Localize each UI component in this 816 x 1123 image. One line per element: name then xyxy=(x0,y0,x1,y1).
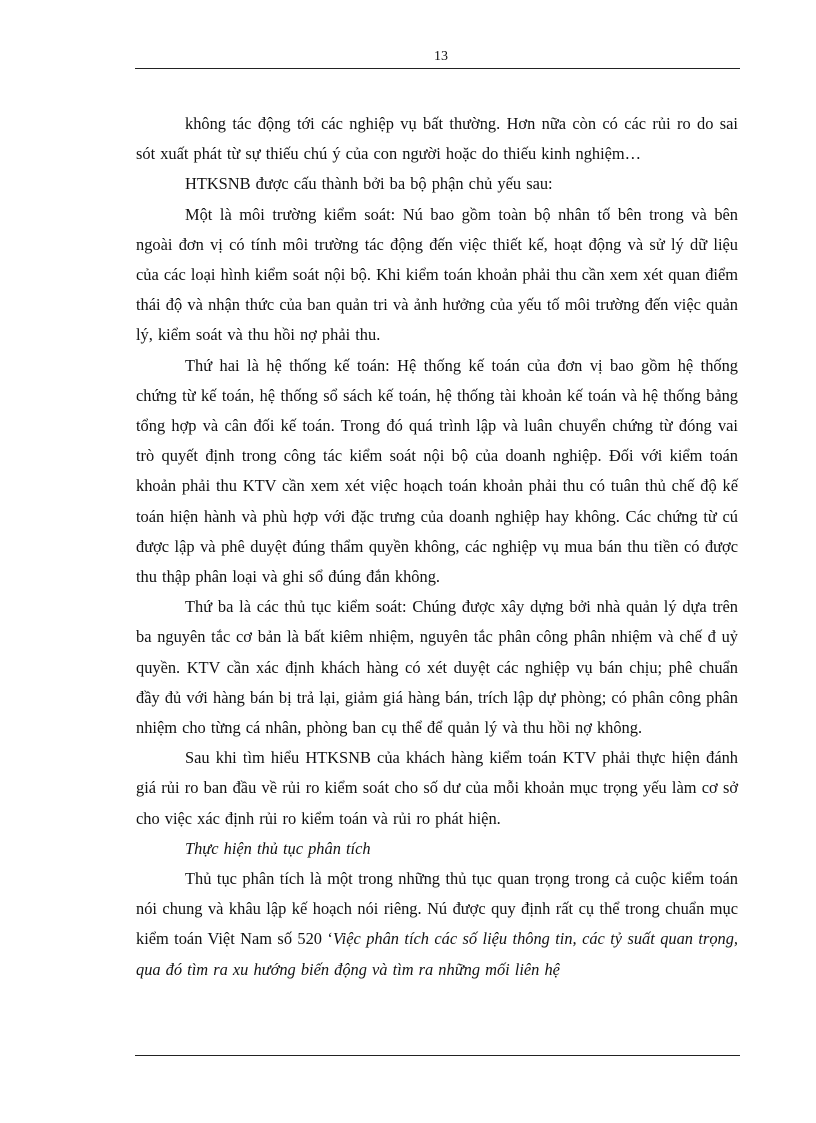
paragraph-analytical-text: Thủ tục phân tích là một trong những thủ tục quan trọng trong cả cuộc kiểm toán nói chung và khâu lập kế hoạch nói riêng. Nú được quy định rất cụ thể trong chuẩn mục kiểm toán Việt Nam số 520 ‘ xyxy=(136,869,738,949)
paragraph-control-environment: Một là môi trường kiểm soát: Nú bao gồm toàn bộ nhân tố bên trong và bên ngoài đơn vị có tính môi trường tác động đến việc thiết kế, hoạt động và sử lý dữ liệu của các loại hình kiểm soát nội bộ. Khi kiểm toán khoản phải thu cần xem xét quan điểm thái độ và nhận thức của ban quản tri và ảnh hưởng của yếu tố môi trường đến việc quản lý, kiểm soát và thu hồi nợ phải thu. xyxy=(136,204,738,345)
paragraph-analytical-procedures xyxy=(136,864,738,985)
paragraph-continuation: không tác động tới các nghiệp vụ bất thường. Hơn nữa còn có các rủi ro do sai sót xuất phát từ sự thiếu chú ý của con người hoặc do thiếu kinh nghiệm… xyxy=(136,114,738,164)
paragraph-analytical-quote: Việc phân tích các số liệu thông tin, các tỷ suất quan trọng, qua đó tìm ra xu hướng biến động và tìm ra những mối liên hệ xyxy=(136,929,739,979)
paragraph-control-procedures: Thứ ba là các thủ tục kiểm soát: Chúng được xây dựng bởi nhà quản lý dựa trên ba nguyên tắc cơ bản là bất kiêm nhiệm, nguyên tắc phân công phân nhiệm và chế đ uỷ quyền. KTV cần xác định khách hàng có xét duyệt các nghiệp vụ bán chịu; phê chuẩn đầy đủ với hàng bán bị trả lại, giảm giá hàng bán, trích lập dự phòng; có phân công phân nhiệm cho từng cá nhân, phòng ban cụ thể để quản lý và thu hồi nợ không. xyxy=(136,597,738,738)
page-number: 13 xyxy=(434,49,448,64)
footer-rule xyxy=(135,1055,740,1056)
section-heading-analytical-procedures: Thực hiện thủ tục phân tích xyxy=(185,838,371,858)
document-body xyxy=(136,109,738,985)
paragraph-accounting-system: Thứ hai là hệ thống kế toán: Hệ thống kế toán của đơn vị bao gồm hệ thống chứng từ kế toán, hệ thống sổ sách kế toán, hệ thống tài khoản kế toán và hệ thống bảng tổng hợp và cân đối kế toán. Trong đó quá trình lập và luân chuyển chứng từ đóng vai trò quyết định trong công tác kiểm soát nội bộ của doanh nghiệp. Đối với kiểm toán khoản phải thu KTV cần xem xét việc hoạch toán khoản phải thu có tuân thủ chế độ kế toán hiện hành và phù hợp với đặc trưng của doanh nghiệp hay không. Các chứng từ cú được lập và phê duyệt đúng thẩm quyền không, các nghiệp vụ mua bán thu tiền có được thu thập phân loại và ghi sổ đúng đắn không. xyxy=(136,355,738,587)
paragraph-htksnb-intro: HTKSNB được cấu thành bởi ba bộ phận chủ yếu sau: xyxy=(185,174,553,194)
header-rule xyxy=(135,68,740,69)
paragraph-risk-assessment: Sau khi tìm hiểu HTKSNB của khách hàng kiểm toán KTV phải thực hiện đánh giá rủi ro ban đầu về rủi ro kiểm soát cho số dư của mỗi khoản mục trọng yếu làm cơ sở cho việc xác định rủi ro kiểm toán và rủi ro phát hiện. xyxy=(136,748,738,828)
